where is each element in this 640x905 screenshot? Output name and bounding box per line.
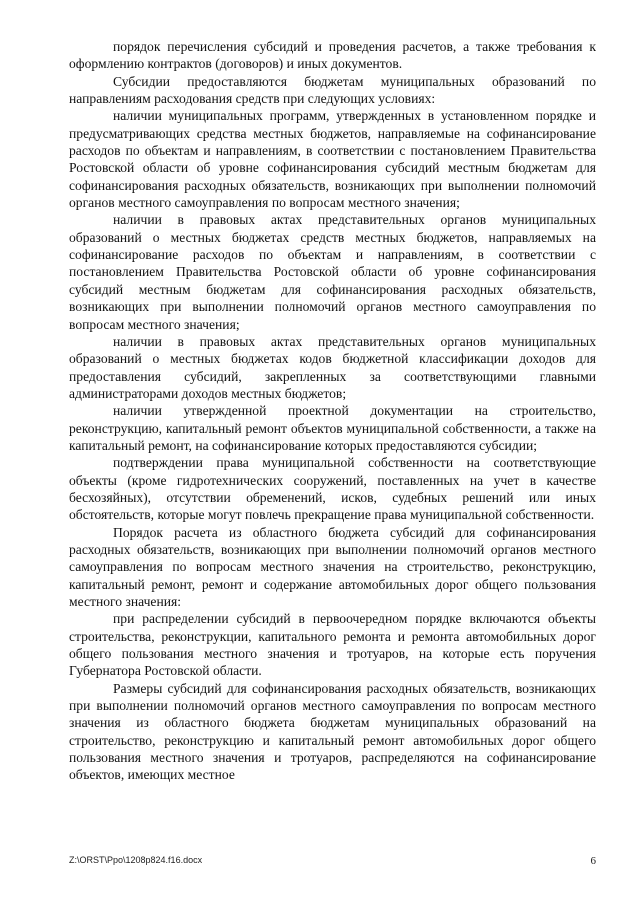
paragraph-1: порядок перечисления субсидий и проведения расчетов, а также требования к оформлению контрактов (договоров) и иных документов.: [69, 39, 596, 72]
paragraph-4: наличии в правовых актах представительных органов муниципальных образований о местных бюджетах средств местных бюджетов, направляемых на софинансирование расходов по объектам и направлениям, в соответствии с постановлением Правительства Ростовской области об уровне софинансирования субсидий местным бюджетам для софинансирования расходных обязательств, возникающих при выполнении полномочий органов местного самоуправления по вопросам местного значения;: [69, 212, 596, 332]
document-body: [69, 38, 596, 784]
footer-file-path: Z:\ORST\Ppo\1208p824.f16.docx: [69, 855, 203, 865]
page-number: 6: [590, 855, 596, 867]
paragraph-10: Размеры субсидий для софинансирования расходных обязательств, возникающих при выполнении полномочий органов местного самоуправления по вопросам местного значения из областного бюджета бюджетам муниципальных образований на строительство, реконструкцию и капитальный ремонт автомобильных дорог общего пользования местного значения и тротуаров, распределяются на софинансирование объектов, имеющих местное: [69, 680, 596, 783]
paragraph-2: Субсидии предоставляются бюджетам муниципальных образований по направлениям расходования средств при следующих условиях:: [69, 73, 596, 107]
paragraph-3: наличии муниципальных программ, утвержденных в установленном порядке и предусматривающих средства местных бюджетов, направляемые на софинансирование расходов по объектам и направлениям, в соответствии с постановлением Правительства Ростовской области об уровне софинансирования субсидий местным бюджетам для софинансирования расходных обязательств, возникающих при выполнении полномочий органов местного самоуправления по вопросам местного значения;: [69, 108, 596, 211]
paragraph-7: подтверждении права муниципальной собственности на соответствующие объекты (кроме гидротехнических сооружений, поставленных на учет в качестве бесхозяйных), отсутствии обременений, исков, судебных решений или иных обстоятельств, которые могут повлечь прекращение права муниципальной собственности.: [69, 455, 596, 523]
paragraph-6: наличии утвержденной проектной документации на строительство, реконструкцию, капитальный ремонт объектов муниципальной собственности, а также на капитальный ремонт, на софинансирование которых предоставляются субсидии;: [69, 403, 596, 453]
paragraph-9: при распределении субсидий в первоочередном порядке включаются объекты строительства, реконструкции, капитального ремонта и ремонта автомобильных дорог общего пользования местного значения и тротуаров, на которые есть поручения Губернатора Ростовской области.: [69, 611, 596, 679]
paragraph-8: Порядок расчета из областного бюджета субсидий для софинансирования расходных обязательств, возникающих при выполнении полномочий органов местного самоуправления по вопросам местного значения на строительство, реконструкцию, капитальный ремонт, ремонт и содержание автомобильных дорог общего пользования местного значения:: [69, 524, 596, 609]
paragraph-5: наличии в правовых актах представительных органов муниципальных образований о местных бюджетах кодов бюджетной классификации доходов для предоставления субсидий, закрепленных за соответствующими главными администраторами доходов местных бюджетов;: [69, 333, 596, 401]
